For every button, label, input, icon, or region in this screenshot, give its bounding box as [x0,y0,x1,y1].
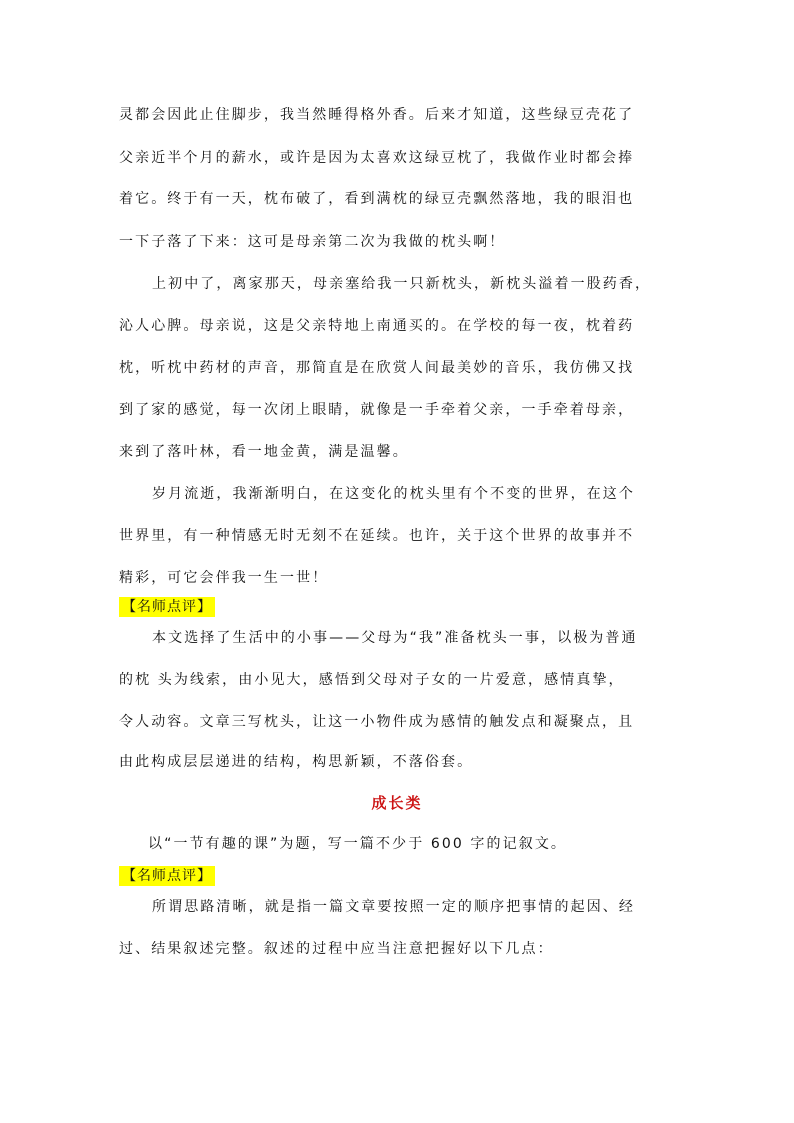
review-line: 所谓思路清晰，就是指一篇文章要按照一定的顺序把事情的起因、经 [152,899,635,915]
review-tag: 【名师点评】 [119,597,215,617]
review-line: 的枕 头为线索，由小见大，感悟到父母对子女的一片爱意，感情真挚， [119,672,625,688]
review-tag: 【名师点评】 [119,866,215,886]
essay-line: 精彩，可它会伴我一生一世！ [119,570,329,586]
section-heading: 成长类 [371,794,423,812]
essay-line: 着它。终于有一天，枕布破了，看到满枕的绿豆壳飘然落地，我的眼泪也 [119,191,635,207]
essay-line: 来到了落叶林，看一地金黄，满是温馨。 [119,444,409,460]
essay-line: 灵都会因此止住脚步，我当然睡得格外香。后来才知道，这些绿豆壳花了 [119,107,635,123]
essay-line: 岁月流逝，我渐渐明白，在这变化的枕头里有个不变的世界，在这个 [152,486,635,502]
essay-line: 枕，听枕中药材的声音，那简直是在欣赏人间最美妙的音乐，我仿佛又找 [119,360,635,376]
essay-line: 沁人心脾。母亲说，这是父亲特地上南通买的。在学校的每一夜，枕着药 [119,318,635,334]
review-line: 令人动容。文章三写枕头，让这一小物件成为感情的触发点和凝聚点，且 [119,714,635,730]
essay-line: 父亲近半个月的薪水，或许是因为太喜欢这绿豆枕了，我做作业时都会捧 [119,150,635,166]
review-line: 本文选择了生活中的小事——父母为“我”准备枕头一事，以极为普通 [152,630,638,646]
review-line: 由此构成层层递进的结构，构思新颖，不落俗套。 [119,754,474,770]
essay-line: 世界里，有一种情感无时无刻不在延续。也许，关于这个世界的故事并不 [119,528,635,544]
essay-line: 上初中了，离家那天，母亲塞给我一只新枕头，新枕头溢着一股药香， [152,276,652,292]
section-prompt: 以“一节有趣的课”为题，写一篇不少于 600 字的记叙文。 [148,836,568,852]
review-line: 过、结果叙述完整。叙述的过程中应当注意把握好以下几点： [119,941,554,957]
essay-line: 到了家的感觉，每一次闭上眼睛，就像是一手牵着父亲，一手牵着母亲， [119,402,635,418]
essay-line: 一下子落了下来：这可是母亲第二次为我做的枕头啊！ [119,234,506,250]
